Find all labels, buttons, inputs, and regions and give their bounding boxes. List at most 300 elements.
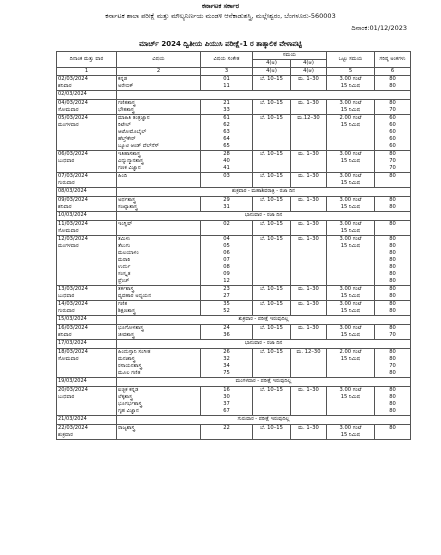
max-marks: 80 <box>389 76 396 82</box>
exam-date: 02/03/2024 <box>58 76 88 82</box>
exam-date-cell <box>57 387 117 416</box>
col-number: 5 <box>327 68 375 76</box>
subject-code: 22 <box>223 425 230 431</box>
reading-time: 15 ನಿಮಿಷ <box>340 228 361 234</box>
col-date-header: ದಿನಾಂಕ ಮತ್ತು ವಾರ <box>57 52 117 68</box>
exam-day: ಶನಿವಾರ <box>58 83 72 89</box>
end-time-cell: ಮ.12–30 <box>291 115 327 151</box>
max-marks: 80 <box>389 387 396 393</box>
max-marks: 80 <box>389 308 396 314</box>
subject-code: 62 <box>223 122 230 128</box>
subject-cell <box>117 173 201 188</box>
subject-cell <box>117 349 201 378</box>
col-code-header: ವಿಷಯ ಸಂಕೇತ <box>201 52 253 68</box>
subject-code: 67 <box>223 408 230 414</box>
start-time-cell: ಬೆ. 10–15 <box>253 76 291 91</box>
subject-code: 09 <box>223 271 230 277</box>
start-time-cell: ಬೆ. 10–15 <box>253 387 291 416</box>
start-time-cell: ಬೆ. 10–15 <box>253 301 291 316</box>
max-marks: 80 <box>389 173 396 179</box>
subject-cell <box>117 301 201 316</box>
holiday-label: ಶುಕ್ರವಾರ - ಪರೀಕ್ಷೆ ಇರುವುದಿಲ್ಲ <box>117 316 411 325</box>
code-cell <box>201 349 253 378</box>
max-marks: 80 <box>389 293 396 299</box>
subject-cell <box>117 115 201 151</box>
max-marks: 80 <box>389 197 396 203</box>
duration: 3.00 ಗಂಟೆ <box>339 76 362 82</box>
subject-name: ಉರ್ದು <box>118 264 131 270</box>
holiday-date: 10/03/2024 <box>57 212 117 221</box>
subject-code: 37 <box>223 401 230 407</box>
end-time-cell: ಮ. 1–30 <box>291 197 327 212</box>
subject-name: ಆಟೋಮೊಬೈಲ್ <box>118 129 147 135</box>
holiday-date: 21/03/2024 <box>57 416 117 425</box>
max-marks: 80 <box>389 264 396 270</box>
exam-date-cell <box>57 173 117 188</box>
duration-cell <box>327 173 375 188</box>
exam-row <box>57 221 411 236</box>
duration: 3.00 ಗಂಟೆ <box>339 236 362 242</box>
holiday-label: ಭಾನುವಾರ - ರಜಾ ದಿನ <box>117 340 411 349</box>
subject-code: 75 <box>223 370 230 376</box>
subject-name: ಗಣಿತ <box>118 301 128 307</box>
exam-day: ಬುಧವಾರ <box>58 394 75 400</box>
reading-time: 15 ನಿಮಿಷ <box>340 308 361 314</box>
max-marks: 80 <box>389 257 396 263</box>
max-marks: 80 <box>389 271 396 277</box>
subject-name: ರಸಾಯನಶಾಸ್ತ್ರ <box>118 363 142 369</box>
duration-cell <box>327 197 375 212</box>
subject-cell <box>117 100 201 115</box>
subject-code: 06 <box>223 250 230 256</box>
subject-cell <box>117 151 201 173</box>
subject-name: ಸಂಖ್ಯಾಶಾಸ್ತ್ರ <box>118 204 138 210</box>
exam-date-cell <box>57 236 117 286</box>
col-number: 2 <box>117 68 201 76</box>
col-number: 1 <box>57 68 117 76</box>
subject-cell <box>117 76 201 91</box>
subject-cell <box>117 325 201 340</box>
document-title: ಕರ್ನಾಟಕ ಸರ್ಕಾರ <box>201 2 240 10</box>
max-marks: 80 <box>389 83 396 89</box>
subject-cell <box>117 387 201 416</box>
column-number-row <box>57 68 411 76</box>
exam-row <box>57 325 411 340</box>
exam-date: 18/03/2024 <box>58 349 88 355</box>
exam-date-cell <box>57 286 117 301</box>
reading-time: 15 ನಿಮಿಷ <box>340 204 361 210</box>
col-time-end-header: 4(ಆ) <box>291 60 327 68</box>
col-number: 3 <box>201 68 253 76</box>
start-time-cell: ಬೆ. 10–15 <box>253 236 291 286</box>
start-time-cell: ಬೆ. 10–15 <box>253 349 291 378</box>
duration: 3.00 ಗಂಟೆ <box>339 151 362 157</box>
holiday-row <box>57 91 411 100</box>
marks-cell <box>375 301 411 316</box>
duration: 3.00 ಗಂಟೆ <box>339 173 362 179</box>
col-marks-header: ಗರಿಷ್ಠ ಅಂಕಗಳು <box>375 52 411 68</box>
end-time-cell: ಮ. 1–30 <box>291 425 327 440</box>
exam-day: ಶನಿವಾರ <box>58 332 72 338</box>
subject-name: ಮೂಲ ಗಣಿತ <box>118 370 141 376</box>
subject-name: ಮರಾಠಿ <box>118 257 131 263</box>
subject-name: ವ್ಯವಹಾರ ಅಧ್ಯಯನ <box>118 293 152 299</box>
duration-cell <box>327 76 375 91</box>
subject-name: ಭೂಗರ್ಭಶಾಸ್ತ್ರ <box>118 401 142 407</box>
code-cell <box>201 151 253 173</box>
max-marks: 80 <box>389 370 396 376</box>
duration: 3.00 ಗಂಟೆ <box>339 325 362 331</box>
start-time-cell: ಬೆ. 10–15 <box>253 151 291 173</box>
end-time-cell: ಮ. 1–30 <box>291 76 327 91</box>
exam-day: ಶನಿವಾರ <box>58 204 72 210</box>
reading-time: 15 ನಿಮಿಷ <box>340 107 361 113</box>
exam-row <box>57 115 411 151</box>
exam-row <box>57 286 411 301</box>
subject-name: ಬ್ಯೂಟಿ ಆಂಡ್ ವೆಲ್‌ನೆಸ್ <box>118 143 160 149</box>
exam-date: 09/03/2024 <box>58 197 88 203</box>
max-marks: 60 <box>389 122 396 128</box>
end-time-cell: ಮ. 12–30 <box>291 349 327 378</box>
col-duration-header: ಒಟ್ಟು ಸಮಯ <box>327 52 375 68</box>
subject-code: 41 <box>223 165 230 171</box>
exam-date: 12/03/2024 <box>58 236 88 242</box>
code-cell <box>201 301 253 316</box>
start-time-cell: ಬೆ. 10–15 <box>253 286 291 301</box>
exam-row <box>57 100 411 115</box>
exam-date-cell <box>57 115 117 151</box>
subject-code: 05 <box>223 243 230 249</box>
subject-code: 26 <box>223 349 230 355</box>
max-marks: 80 <box>389 286 396 292</box>
subject-name: ಫ್ರೆಂಚ್ <box>118 278 130 284</box>
end-time-cell: ಮ. 1–30 <box>291 236 327 286</box>
start-time-cell: ಬೆ. 10–15 <box>253 173 291 188</box>
duration-cell <box>327 100 375 115</box>
subject-name: ಗೃಹ ವಿಜ್ಞಾನ <box>118 408 139 414</box>
duration: 2.00 ಗಂಟೆ <box>339 115 362 121</box>
reading-time: 15 ನಿಮಿಷ <box>340 394 361 400</box>
subject-code: 11 <box>223 83 230 89</box>
end-time-cell: ಮ. 1–30 <box>291 100 327 115</box>
max-marks: 60 <box>389 129 396 135</box>
subject-name: ತೆಲುಗು <box>118 243 131 249</box>
subject-code: 29 <box>223 197 230 203</box>
code-cell <box>201 197 253 212</box>
exam-date: 11/03/2024 <box>58 221 88 227</box>
start-time-cell: ಬೆ. 10–15 <box>253 115 291 151</box>
col-number: 4(ಅ) <box>253 68 291 76</box>
exam-date: 07/03/2024 <box>58 173 88 179</box>
subject-code: 30 <box>223 394 230 400</box>
end-time-cell: ಮ. 1–30 <box>291 286 327 301</box>
code-cell <box>201 236 253 286</box>
duration: 3.00 ಗಂಟೆ <box>339 387 362 393</box>
duration: 3.00 ಗಂಟೆ <box>339 100 362 106</box>
holiday-date: 17/03/2024 <box>57 340 117 349</box>
subject-code: 64 <box>223 136 230 142</box>
exam-row <box>57 387 411 416</box>
exam-date-cell <box>57 221 117 236</box>
end-time-cell: ಮ. 1–30 <box>291 301 327 316</box>
exam-day: ಗುರುವಾರ <box>58 180 75 186</box>
holiday-label <box>117 91 411 100</box>
exam-day: ಮಂಗಳವಾರ <box>58 243 79 249</box>
holiday-date: 02/03/2024 <box>57 91 117 100</box>
reading-time: 15 ನಿಮಿಷ <box>340 356 361 362</box>
subject-name: ಅರೇಬಿಕ್ <box>118 83 134 89</box>
code-cell <box>201 286 253 301</box>
exam-day: ಸೋಮವಾರ <box>58 228 79 234</box>
subject-name: ಕನ್ನಡ <box>118 76 128 82</box>
start-time-cell: ಬೆ. 10–15 <box>253 100 291 115</box>
code-cell <box>201 100 253 115</box>
col-time-start-header: 4(ಅ) <box>253 60 291 68</box>
subject-cell <box>117 236 201 286</box>
exam-date-cell <box>57 349 117 378</box>
duration: 2.00 ಗಂಟೆ <box>339 349 362 355</box>
holiday-date: 15/03/2024 <box>57 316 117 325</box>
marks-cell <box>375 151 411 173</box>
subject-name: ಗಣಿತಶಾಸ್ತ್ರ <box>118 100 136 106</box>
exam-date-cell <box>57 100 117 115</box>
exam-row <box>57 301 411 316</box>
max-marks: 70 <box>389 165 396 171</box>
subject-code: 36 <box>223 332 230 338</box>
holiday-label: ಗುರುವಾರ - ಪರೀಕ್ಷೆ ಇರುವುದಿಲ್ಲ <box>117 416 411 425</box>
subject-name: ವಿದ್ಯುನ್ಮಾನಶಾಸ್ತ್ರ <box>118 158 144 164</box>
subject-cell <box>117 286 201 301</box>
subject-name: ರಾಜ್ಯಶಾಸ್ತ್ರ <box>118 425 135 431</box>
exam-day: ಶುಕ್ರವಾರ <box>58 432 73 438</box>
exam-date: 05/03/2024 <box>58 115 88 121</box>
end-time-cell: ಮ. 1–30 <box>291 221 327 236</box>
reading-time: 15 ನಿಮಿಷ <box>340 293 361 299</box>
start-time-cell: ಬೆ. 10–15 <box>253 325 291 340</box>
subject-code: 23 <box>223 286 230 292</box>
exam-date-cell <box>57 425 117 440</box>
max-marks: 80 <box>389 278 396 284</box>
exam-date: 14/03/2024 <box>58 301 88 307</box>
holiday-row <box>57 378 411 387</box>
board-address: ಕರ್ನಾಟಕ ಶಾಲಾ ಪರೀಕ್ಷೆ ಮತ್ತು ಮೌಲ್ಯನಿರ್ಣಯ ಮಂಡಳಿ ಆನೆಕಾಡುಶಸ್ತ್ರಿ, ಮಲ್ಲೇಶ್ವರಂ, ಬೆಂಗಳೂರು-560003 <box>105 12 336 20</box>
code-cell <box>201 173 253 188</box>
reading-time: 15 ನಿಮಿಷ <box>340 243 361 249</box>
max-marks: 80 <box>389 236 396 242</box>
exam-day: ಮಂಗಳವಾರ <box>58 122 79 128</box>
subject-code: 01 <box>223 76 230 82</box>
subject-name: ಭೌತಶಾಸ್ತ್ರ <box>118 107 135 113</box>
max-marks: 70 <box>389 332 396 338</box>
max-marks: 80 <box>389 401 396 407</box>
holiday-date: 08/03/2024 <box>57 188 117 197</box>
end-time-cell: ಮ. 1–30 <box>291 387 327 416</box>
max-marks: 80 <box>389 408 396 414</box>
subject-name: ತರ್ಕಶಾಸ್ತ್ರ <box>118 286 134 292</box>
marks-cell <box>375 286 411 301</box>
duration-cell <box>327 425 375 440</box>
exam-day: ಬುಧವಾರ <box>58 293 75 299</box>
holiday-row <box>57 212 411 221</box>
marks-cell <box>375 221 411 236</box>
holiday-row <box>57 416 411 425</box>
duration-cell <box>327 115 375 151</box>
exam-date: 22/03/2024 <box>58 425 88 431</box>
code-cell <box>201 76 253 91</box>
max-marks: 70 <box>389 363 396 369</box>
duration: 3.00 ಗಂಟೆ <box>339 301 362 307</box>
exam-row <box>57 76 411 91</box>
exam-row <box>57 236 411 286</box>
subject-code: 31 <box>223 204 230 210</box>
exam-date-cell <box>57 197 117 212</box>
duration-cell <box>327 221 375 236</box>
marks-cell <box>375 197 411 212</box>
col-number: 4(ಆ) <box>291 68 327 76</box>
holiday-row <box>57 340 411 349</box>
exam-row <box>57 197 411 212</box>
exam-date-cell <box>57 151 117 173</box>
max-marks: 80 <box>389 356 396 362</box>
exam-date: 16/03/2024 <box>58 325 88 331</box>
timetable-heading: ಮಾರ್ಚ್ 2024 ದ್ವಿತೀಯ ಪಿಯುಸಿ ಪರೀಕ್ಷೆ-1 ರ ತಾತ್ಕಾಲಿಕ ವೇಳಾಪಟ್ಟಿ <box>139 40 302 48</box>
subject-name: ಗಣಕ ವಿಜ್ಞಾನ <box>118 165 141 171</box>
marks-cell <box>375 173 411 188</box>
exam-date: 20/03/2024 <box>58 387 88 393</box>
code-cell <box>201 221 253 236</box>
exam-date-cell <box>57 325 117 340</box>
subject-code: 03 <box>223 173 230 179</box>
exam-row <box>57 349 411 378</box>
duration-cell <box>327 236 375 286</box>
exam-date-cell <box>57 301 117 316</box>
max-marks: 80 <box>389 243 396 249</box>
duration: 3.00 ಗಂಟೆ <box>339 221 362 227</box>
max-marks: 70 <box>389 107 396 113</box>
exam-row <box>57 425 411 440</box>
subject-name: ಮಲಯಾಳಂ <box>118 250 139 256</box>
max-marks: 80 <box>389 204 396 210</box>
max-marks: 70 <box>389 158 396 164</box>
subject-code: 52 <box>223 308 230 314</box>
subject-code: 02 <box>223 221 230 227</box>
max-marks: 60 <box>389 143 396 149</box>
end-time-cell: ಮ. 1–30 <box>291 151 327 173</box>
marks-cell <box>375 349 411 378</box>
reading-time: 15 ನಿಮಿಷ <box>340 83 361 89</box>
subject-name: ಅರ್ಥಶಾಸ್ತ್ರ <box>118 197 136 203</box>
max-marks: 80 <box>389 301 396 307</box>
subject-name: ರಿಟೇಲ್ <box>118 122 131 128</box>
exam-day: ಗುರುವಾರ <box>58 308 75 314</box>
subject-name: ಲೆಕ್ಕಶಾಸ್ತ್ರ <box>118 394 133 400</box>
max-marks: 80 <box>389 394 396 400</box>
exam-day: ಸೋಮವಾರ <box>58 356 79 362</box>
subject-cell <box>117 221 201 236</box>
max-marks: 80 <box>389 151 396 157</box>
duration-cell <box>327 387 375 416</box>
subject-code: 63 <box>223 129 230 135</box>
exam-date: 06/03/2024 <box>58 151 88 157</box>
max-marks: 80 <box>389 221 396 227</box>
code-cell <box>201 115 253 151</box>
exam-row <box>57 173 411 188</box>
timetable <box>56 51 411 440</box>
holiday-label: ಭಾನುವಾರ - ರಜಾ ದಿನ <box>117 212 411 221</box>
duration-cell <box>327 301 375 316</box>
subject-name: ಹಿಂದಿ <box>118 173 128 179</box>
duration: 3.00 ಗಂಟೆ <box>339 425 362 431</box>
holiday-date: 19/03/2024 <box>57 378 117 387</box>
subject-code: 21 <box>223 100 230 106</box>
subject-code: 16 <box>223 387 230 393</box>
col-subject-header: ವಿಷಯ <box>117 52 201 68</box>
subject-code: 35 <box>223 301 230 307</box>
subject-code: 12 <box>223 278 230 284</box>
col-time-header: ಸಮಯ <box>253 52 327 60</box>
start-time-cell: ಬೆ. 10–15 <box>253 425 291 440</box>
max-marks: 80 <box>389 100 396 106</box>
subject-name: ಹೆಲ್ತ್‌ಕೇರ್ <box>118 136 136 142</box>
max-marks: 60 <box>389 115 396 121</box>
reading-time: 15 ನಿಮಿಷ <box>340 158 361 164</box>
subject-code: 40 <box>223 158 230 164</box>
holiday-row <box>57 188 411 197</box>
duration-cell <box>327 151 375 173</box>
max-marks: 80 <box>389 250 396 256</box>
max-marks: 60 <box>389 136 396 142</box>
subject-code: 65 <box>223 143 230 149</box>
exam-date: 13/03/2024 <box>58 286 88 292</box>
marks-cell <box>375 325 411 340</box>
subject-name: ಇಂಗ್ಲಿಷ್ <box>118 221 133 227</box>
marks-cell <box>375 387 411 416</box>
max-marks: 80 <box>389 425 396 431</box>
subject-name: ಇತಿಹಾಸಶಾಸ್ತ್ರ <box>118 151 141 157</box>
subject-cell <box>117 425 201 440</box>
duration-cell <box>327 325 375 340</box>
subject-name: ತಮಿಳು <box>118 236 131 242</box>
marks-cell <box>375 100 411 115</box>
subject-name: ಶಿಕ್ಷಣಶಾಸ್ತ್ರ <box>118 308 136 314</box>
subject-name: ಜೀವಶಾಸ್ತ್ರ <box>118 332 135 338</box>
subject-code: 61 <box>223 115 230 121</box>
exam-date-cell <box>57 76 117 91</box>
code-cell <box>201 325 253 340</box>
subject-code: 07 <box>223 257 230 263</box>
subject-name: ಐಚ್ಛಿಕ ಕನ್ನಡ <box>118 387 139 393</box>
duration-cell <box>327 349 375 378</box>
duration: 3.00 ಗಂಟೆ <box>339 197 362 203</box>
subject-name: ಮನಃಶಾಸ್ತ್ರ <box>118 356 136 362</box>
duration-cell <box>327 286 375 301</box>
max-marks: 80 <box>389 349 396 355</box>
holiday-row <box>57 316 411 325</box>
holiday-label: ಶುಕ್ರವಾರ - ಮಹಾಶಿವರಾತ್ರಿ - ರಜಾ ದಿನ <box>117 188 411 197</box>
subject-cell <box>117 197 201 212</box>
document-date: ದಿನಾಂಕ:01/12/2023 <box>351 24 407 32</box>
max-marks: 80 <box>389 325 396 331</box>
reading-time: 15 ನಿಮಿಷ <box>340 180 361 186</box>
end-time-cell: ಮ. 1–30 <box>291 173 327 188</box>
subject-code: 04 <box>223 236 230 242</box>
subject-code: 33 <box>223 107 230 113</box>
subject-code: 34 <box>223 363 230 369</box>
subject-code: 08 <box>223 264 230 270</box>
reading-time: 15 ನಿಮಿಷ <box>340 122 361 128</box>
subject-name: ಮಾಹಿತಿ ತಂತ್ರಜ್ಞಾನ <box>118 115 150 121</box>
subject-code: 24 <box>223 325 230 331</box>
